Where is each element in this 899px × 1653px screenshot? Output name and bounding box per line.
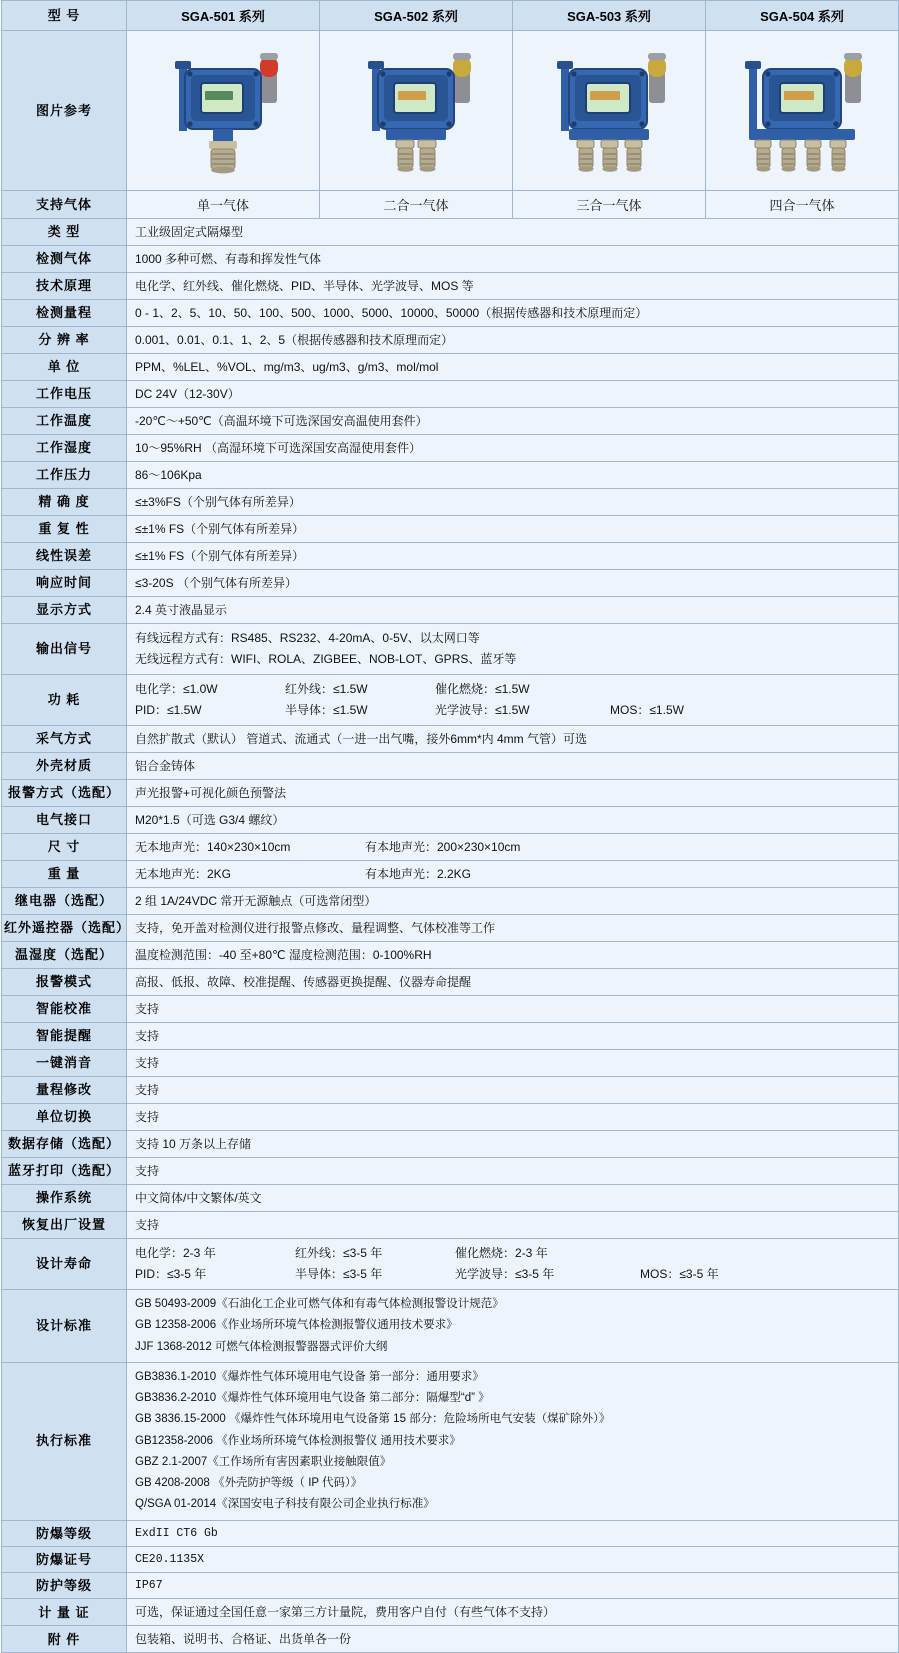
model-col-2: SGA-502 系列 bbox=[320, 1, 513, 31]
row-value-pressure: 86～106Kpa bbox=[127, 462, 899, 489]
power-mos: MOS：≤1.5W bbox=[610, 703, 684, 717]
power-catalytic: 催化燃烧：≤1.5W bbox=[435, 682, 530, 696]
table-row-ir-remote bbox=[2, 915, 899, 942]
row-value-voltage: DC 24V（12-30V） bbox=[127, 381, 899, 408]
row-label-os: 操作系统 bbox=[2, 1185, 127, 1212]
row-value-design-standard bbox=[127, 1290, 899, 1363]
weight-without-alarm: 无本地声光：2KG bbox=[135, 867, 232, 881]
row-value-ex-certificate: CE20.1135X bbox=[127, 1546, 899, 1572]
row-label-relay: 继电器（选配） bbox=[2, 888, 127, 915]
table-row-power bbox=[2, 675, 899, 726]
table-row-sampling bbox=[2, 726, 899, 753]
table-row-one-key-mute bbox=[2, 1050, 899, 1077]
picture-cell-3 bbox=[513, 31, 706, 191]
gas-detector-3-sensor-icon bbox=[513, 35, 705, 187]
row-label-sampling: 采气方式 bbox=[2, 726, 127, 753]
row-label-range: 检测量程 bbox=[2, 300, 127, 327]
table-row-smart-reminder bbox=[2, 1023, 899, 1050]
size-without-alarm: 无本地声光：140×230×10cm bbox=[135, 840, 291, 854]
row-label-temp-humidity-option: 温湿度（选配） bbox=[2, 942, 127, 969]
table-row-ex-rating bbox=[2, 1520, 899, 1546]
row-label-accuracy: 精 确 度 bbox=[2, 489, 127, 516]
table-row-weight bbox=[2, 861, 899, 888]
design-standard-line: GB 12358-2006《作业场所环境气体检测报警仪通用技术要求》 bbox=[135, 1319, 458, 1332]
row-label-range-modify: 量程修改 bbox=[2, 1077, 127, 1104]
table-row-output-signal bbox=[2, 624, 899, 675]
table-row-temperature bbox=[2, 408, 899, 435]
row-label-size: 尺 寸 bbox=[2, 834, 127, 861]
output-signal-wireless: 无线远程方式有：WIFI、ROLA、ZIGBEE、NOB-LOT、GPRS、蓝牙等 bbox=[135, 652, 517, 666]
row-value-housing: 铝合金铸体 bbox=[127, 753, 899, 780]
row-label-weight: 重 量 bbox=[2, 861, 127, 888]
row-value-power bbox=[127, 675, 899, 726]
row-value-smart-reminder: 支持 bbox=[127, 1023, 899, 1050]
table-row-relay bbox=[2, 888, 899, 915]
table-row-range bbox=[2, 300, 899, 327]
row-value-ir-remote: 支持，免开盖对检测仪进行报警点修改、量程调整、气体校准等工作 bbox=[127, 915, 899, 942]
table-row-housing bbox=[2, 753, 899, 780]
row-value-relay: 2 组 1A/24VDC 常开无源触点（可选常闭型） bbox=[127, 888, 899, 915]
row-value-humidity: 10～95%RH （高湿环境下可选深国安高湿使用套件） bbox=[127, 435, 899, 462]
row-label-output-signal: 输出信号 bbox=[2, 624, 127, 675]
row-value-type: 工业级固定式隔爆型 bbox=[127, 219, 899, 246]
size-with-alarm: 有本地声光：200×230×10cm bbox=[365, 840, 521, 854]
table-row-detect-gas bbox=[2, 246, 899, 273]
lifespan-electrochemical: 电化学：2-3 年 bbox=[135, 1246, 216, 1260]
row-value-os: 中文简体/中文繁体/英文 bbox=[127, 1185, 899, 1212]
row-value-size bbox=[127, 834, 899, 861]
row-value-lifespan bbox=[127, 1239, 899, 1290]
table-row-ip-rating bbox=[2, 1573, 899, 1599]
table-row-principle bbox=[2, 273, 899, 300]
row-label-unit-switch: 单位切换 bbox=[2, 1104, 127, 1131]
table-row-unit-switch bbox=[2, 1104, 899, 1131]
row-label-data-storage: 数据存储（选配） bbox=[2, 1131, 127, 1158]
row-label-picture: 图片参考 bbox=[2, 31, 127, 191]
row-value-range: 0 - 1、2、5、10、50、100、500、1000、5000、10000、50000（根据传感器和技术原理而定） bbox=[127, 300, 899, 327]
power-infrared: 红外线：≤1.5W bbox=[285, 682, 368, 696]
table-row-accessories bbox=[2, 1626, 899, 1653]
specification-table bbox=[1, 0, 899, 1653]
row-value-smart-calibration: 支持 bbox=[127, 996, 899, 1023]
row-label-pressure: 工作压力 bbox=[2, 462, 127, 489]
row-label-type: 类 型 bbox=[2, 219, 127, 246]
exec-standard-line: GB12358-2006 《作业场所环境气体检测报警仪 通用技术要求》 bbox=[135, 1434, 461, 1447]
row-label-lifespan: 设计寿命 bbox=[2, 1239, 127, 1290]
exec-standard-line: Q/SGA 01-2014《深国安电子科技有限公司企业执行标准》 bbox=[135, 1498, 435, 1511]
table-row-repeatability bbox=[2, 516, 899, 543]
power-semiconductor: 半导体：≤1.5W bbox=[285, 703, 368, 717]
row-value-alarm-type: 声光报警+可视化颜色预警法 bbox=[127, 780, 899, 807]
gas-support-3: 三合一气体 bbox=[513, 191, 706, 219]
weight-with-alarm: 有本地声光：2.2KG bbox=[365, 867, 472, 881]
row-label-ir-remote: 红外遥控器（选配） bbox=[2, 915, 127, 942]
row-label-principle: 技术原理 bbox=[2, 273, 127, 300]
table-row-gas-support bbox=[2, 191, 899, 219]
row-value-output-signal bbox=[127, 624, 899, 675]
row-value-unit-switch: 支持 bbox=[127, 1104, 899, 1131]
row-label-alarm-mode: 报警模式 bbox=[2, 969, 127, 996]
row-value-accessories: 包装箱、说明书、合格证、出货单各一份 bbox=[127, 1626, 899, 1653]
table-row-metrology-certificate bbox=[2, 1599, 899, 1626]
gas-support-2: 二合一气体 bbox=[320, 191, 513, 219]
picture-cell-4 bbox=[706, 31, 899, 191]
row-label-factory-reset: 恢复出厂设置 bbox=[2, 1212, 127, 1239]
table-row-display bbox=[2, 597, 899, 624]
power-optical-waveguide: 光学波导：≤1.5W bbox=[435, 703, 530, 717]
row-value-unit: PPM、%LEL、%VOL、mg/m3、ug/m3、g/m3、mol/mol bbox=[127, 354, 899, 381]
row-label-display: 显示方式 bbox=[2, 597, 127, 624]
row-label-metrology-certificate: 计 量 证 bbox=[2, 1599, 127, 1626]
table-row-pictures bbox=[2, 31, 899, 191]
lifespan-semiconductor: 半导体：≤3-5 年 bbox=[295, 1267, 383, 1281]
table-row-smart-calibration bbox=[2, 996, 899, 1023]
table-row-response-time bbox=[2, 570, 899, 597]
exec-standard-line: GB 4208-2008 《外壳防护等级（ IP 代码）》 bbox=[135, 1477, 363, 1490]
row-value-sampling: 自然扩散式（默认） 管道式、流通式（一进一出气嘴，接外6mm*内 4mm 气管）可选 bbox=[127, 726, 899, 753]
lifespan-pid: PID：≤3-5 年 bbox=[135, 1267, 207, 1281]
row-label-design-standard: 设计标准 bbox=[2, 1290, 127, 1363]
row-label-voltage: 工作电压 bbox=[2, 381, 127, 408]
table-row-factory-reset bbox=[2, 1212, 899, 1239]
output-signal-wired: 有线远程方式有：RS485、RS232、4-20mA、0-5V、以太网口等 bbox=[135, 631, 480, 645]
lifespan-infrared: 红外线：≤3-5 年 bbox=[295, 1246, 383, 1260]
row-value-alarm-mode: 高报、低报、故障、校准提醒、传感器更换提醒、仪器寿命提醒 bbox=[127, 969, 899, 996]
row-value-linearity: ≤±1% FS（个别气体有所差异） bbox=[127, 543, 899, 570]
row-label-one-key-mute: 一键消音 bbox=[2, 1050, 127, 1077]
table-row-electrical-interface bbox=[2, 807, 899, 834]
exec-standard-line: GB 3836.15-2000 《爆炸性气体环境用电气设备第 15 部分：危险场所电气安装（煤矿除外）》 bbox=[135, 1413, 611, 1426]
table-row-alarm-type bbox=[2, 780, 899, 807]
lifespan-line-2 bbox=[135, 1264, 890, 1285]
row-value-electrical-interface: M20*1.5（可选 G3/4 螺纹） bbox=[127, 807, 899, 834]
picture-cell-1 bbox=[127, 31, 320, 191]
row-label-detect-gas: 检测气体 bbox=[2, 246, 127, 273]
table-row-voltage bbox=[2, 381, 899, 408]
row-value-temp-humidity-option: 温度检测范围：-40 至+80℃ 湿度检测范围：0-100%RH bbox=[127, 942, 899, 969]
row-label-bluetooth-print: 蓝牙打印（选配） bbox=[2, 1158, 127, 1185]
table-row-unit bbox=[2, 354, 899, 381]
row-label-resolution: 分 辨 率 bbox=[2, 327, 127, 354]
exec-standard-line: GB3836.1-2010《爆炸性气体环境用电气设备 第一部分：通用要求》 bbox=[135, 1370, 484, 1383]
row-label-ip-rating: 防护等级 bbox=[2, 1573, 127, 1599]
row-value-one-key-mute: 支持 bbox=[127, 1050, 899, 1077]
row-value-response-time: ≤3-20S （个别气体有所差异） bbox=[127, 570, 899, 597]
design-standard-line: GB 50493-2009《石油化工企业可燃气体和有毒气体检测报警设计规范》 bbox=[135, 1298, 504, 1310]
row-value-accuracy: ≤±3%FS（个别气体有所差异） bbox=[127, 489, 899, 516]
row-value-range-modify: 支持 bbox=[127, 1077, 899, 1104]
row-label-gas-support: 支持气体 bbox=[2, 191, 127, 219]
table-row-range-modify bbox=[2, 1077, 899, 1104]
power-line-2 bbox=[135, 700, 890, 721]
row-label-housing: 外壳材质 bbox=[2, 753, 127, 780]
row-label-alarm-type: 报警方式（选配） bbox=[2, 780, 127, 807]
row-label-response-time: 响应时间 bbox=[2, 570, 127, 597]
row-value-detect-gas: 1000 多种可燃、有毒和挥发性气体 bbox=[127, 246, 899, 273]
row-label-ex-rating: 防爆等级 bbox=[2, 1520, 127, 1546]
gas-support-4: 四合一气体 bbox=[706, 191, 899, 219]
lifespan-optical-waveguide: 光学波导：≤3-5 年 bbox=[455, 1267, 555, 1281]
table-row-lifespan bbox=[2, 1239, 899, 1290]
row-label-linearity: 线性误差 bbox=[2, 543, 127, 570]
row-label-electrical-interface: 电气接口 bbox=[2, 807, 127, 834]
table-row-os bbox=[2, 1185, 899, 1212]
row-value-exec-standard bbox=[127, 1362, 899, 1520]
row-label-smart-calibration: 智能校准 bbox=[2, 996, 127, 1023]
row-value-ip-rating: IP67 bbox=[127, 1573, 899, 1599]
table-row-alarm-mode bbox=[2, 969, 899, 996]
row-label-power: 功 耗 bbox=[2, 675, 127, 726]
picture-cell-2 bbox=[320, 31, 513, 191]
row-label-unit: 单 位 bbox=[2, 354, 127, 381]
table-row-humidity bbox=[2, 435, 899, 462]
row-label-model: 型 号 bbox=[2, 1, 127, 31]
row-value-ex-rating: ExdII CT6 Gb bbox=[127, 1520, 899, 1546]
table-row-bluetooth-print bbox=[2, 1158, 899, 1185]
model-col-3: SGA-503 系列 bbox=[513, 1, 706, 31]
power-line-1 bbox=[135, 679, 890, 700]
row-value-metrology-certificate: 可选，保证通过全国任意一家第三方计量院，费用客户自付（有些气体不支持） bbox=[127, 1599, 899, 1626]
table-row-type bbox=[2, 219, 899, 246]
table-row-design-standard bbox=[2, 1290, 899, 1363]
table-row-pressure bbox=[2, 462, 899, 489]
row-value-temperature: -20℃～+50℃（高温环境下可选深国安高温使用套件） bbox=[127, 408, 899, 435]
gas-detector-1-sensor-icon bbox=[127, 35, 319, 187]
row-value-bluetooth-print: 支持 bbox=[127, 1158, 899, 1185]
gas-support-1: 单一气体 bbox=[127, 191, 320, 219]
table-row-exec-standard bbox=[2, 1362, 899, 1520]
row-value-resolution: 0.001、0.01、0.1、1、2、5（根据传感器和技术原理而定） bbox=[127, 327, 899, 354]
row-label-temperature: 工作温度 bbox=[2, 408, 127, 435]
exec-standard-line: GBZ 2.1-2007《工作场所有害因素职业接触限值》 bbox=[135, 1455, 392, 1468]
lifespan-catalytic: 催化燃烧：2-3 年 bbox=[455, 1246, 548, 1260]
table-row-linearity bbox=[2, 543, 899, 570]
table-row-model bbox=[2, 1, 899, 31]
model-col-4: SGA-504 系列 bbox=[706, 1, 899, 31]
row-label-accessories: 附 件 bbox=[2, 1626, 127, 1653]
row-label-exec-standard: 执行标准 bbox=[2, 1362, 127, 1520]
row-label-humidity: 工作湿度 bbox=[2, 435, 127, 462]
gas-detector-4-sensor-icon bbox=[706, 35, 898, 187]
row-value-principle: 电化学、红外线、催化燃烧、PID、半导体、光学波导、MOS 等 bbox=[127, 273, 899, 300]
power-pid: PID：≤1.5W bbox=[135, 703, 202, 717]
row-value-weight bbox=[127, 861, 899, 888]
lifespan-mos: MOS：≤3-5 年 bbox=[640, 1267, 719, 1281]
row-label-ex-certificate: 防爆证号 bbox=[2, 1546, 127, 1572]
exec-standard-line: GB3836.2-2010《爆炸性气体环境用电气设备 第二部分：隔爆型“d” 》 bbox=[135, 1392, 490, 1405]
table-row-ex-certificate bbox=[2, 1546, 899, 1572]
table-row-accuracy bbox=[2, 489, 899, 516]
gas-detector-2-sensor-icon bbox=[320, 35, 512, 187]
row-value-factory-reset: 支持 bbox=[127, 1212, 899, 1239]
table-row-data-storage bbox=[2, 1131, 899, 1158]
row-label-repeatability: 重 复 性 bbox=[2, 516, 127, 543]
table-row-temp-humidity-option bbox=[2, 942, 899, 969]
row-value-data-storage: 支持 10 万条以上存储 bbox=[127, 1131, 899, 1158]
lifespan-line-1 bbox=[135, 1243, 890, 1264]
table-row-size bbox=[2, 834, 899, 861]
power-electrochemical: 电化学：≤1.0W bbox=[135, 682, 218, 696]
model-col-1: SGA-501 系列 bbox=[127, 1, 320, 31]
row-label-smart-reminder: 智能提醒 bbox=[2, 1023, 127, 1050]
row-value-display: 2.4 英寸液晶显示 bbox=[127, 597, 899, 624]
table-row-resolution bbox=[2, 327, 899, 354]
row-value-repeatability: ≤±1% FS（个别气体有所差异） bbox=[127, 516, 899, 543]
design-standard-line: JJF 1368-2012 可燃气体检测报警器器式评价大纲 bbox=[135, 1340, 388, 1353]
